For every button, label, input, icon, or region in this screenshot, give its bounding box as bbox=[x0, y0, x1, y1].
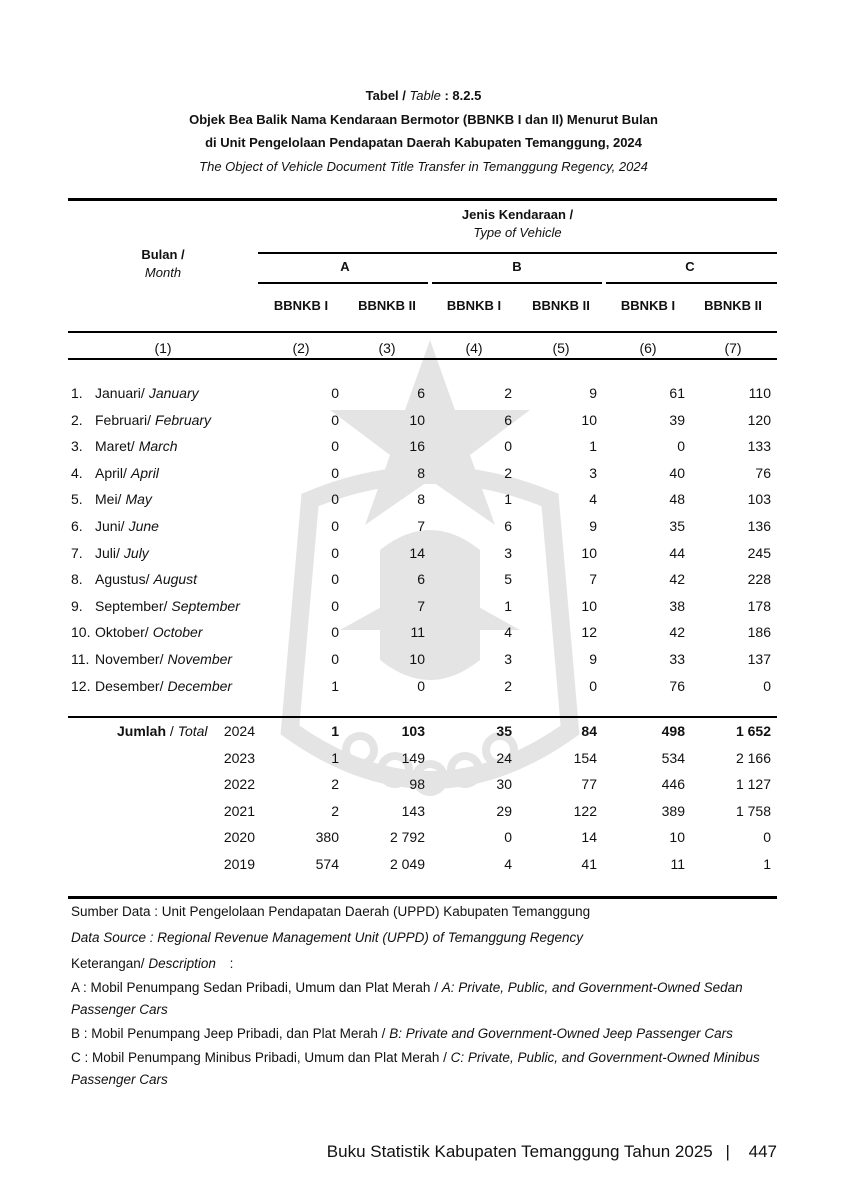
table-cell: 39 bbox=[669, 411, 685, 428]
month-name-en: August bbox=[153, 571, 198, 588]
month-name-en: November bbox=[167, 651, 233, 667]
table-cell: 0 bbox=[331, 411, 339, 428]
table-cell: 76 bbox=[669, 677, 685, 694]
group-heading-a: A bbox=[340, 259, 350, 274]
table-cell: 120 bbox=[747, 411, 771, 428]
table-cell: 42 bbox=[669, 624, 685, 641]
row-number: 11. bbox=[71, 651, 90, 667]
total-cell: 103 bbox=[401, 723, 425, 739]
table-cell: 7 bbox=[589, 571, 597, 588]
total-cell: 2 792 bbox=[389, 829, 425, 846]
table-cell: 3 bbox=[589, 464, 597, 481]
row-number: 9. bbox=[71, 597, 83, 614]
table-cell: 2 bbox=[504, 677, 512, 694]
table-cell: 0 bbox=[331, 624, 339, 641]
row-number: 2. bbox=[71, 411, 83, 428]
total-year: 2019 bbox=[223, 856, 255, 872]
source-note: Sumber Data : Unit Pengelolaan Pendapatan Daerah (UPPD) Kabupaten Temanggung Data Source : Regional Revenue Management Unit (UPPD) of Temanggung Regency Keterangan/ Description : A : Mobil Penumpang Sedan Pribadi, Umum dan Plat Merah / A: Private, Public, and Government-Owned Sedan Passenger Cars B : Mobil Penumpang Jeep Pribadi, dan Plat Merah / B: Private and Government-Owned Jeep Passenger Cars C : Mobil Penumpang Minibus Pribadi, Umum dan Plat Merah / C: Private, Public, and Government-Owned Minibus Passenger Cars bbox=[71, 901, 781, 1091]
month-label bbox=[95, 517, 159, 535]
month-name-id: April/ bbox=[95, 464, 127, 481]
total-year: 2020 bbox=[223, 829, 255, 846]
total-cell: 1 bbox=[331, 749, 339, 766]
total-cell: 1 127 bbox=[735, 776, 771, 793]
total-year: 2023 bbox=[223, 749, 255, 766]
total-cell: 84 bbox=[581, 723, 597, 739]
total-cell: 389 bbox=[661, 802, 685, 819]
description-id: C : Mobil Penumpang Minibus Pribadi, Umum dan Plat Merah / bbox=[71, 1050, 451, 1065]
total-cell: 1 758 bbox=[735, 802, 771, 819]
total-cell: 446 bbox=[661, 776, 685, 793]
month-name-id: November/ bbox=[95, 651, 164, 667]
table-title-line1: Objek Bea Balik Nama Kendaraan Bermotor (BBNKB I dan II) Menurut Bulan bbox=[189, 112, 658, 127]
total-cell: 574 bbox=[315, 856, 339, 872]
table-cell: 9 bbox=[589, 518, 597, 534]
table-cell: 0 bbox=[331, 651, 339, 667]
row-number: 10. bbox=[71, 624, 91, 641]
sub-heading: BBNKB II bbox=[704, 298, 762, 313]
row-number: 8. bbox=[71, 571, 83, 588]
totals-top-rule bbox=[68, 716, 777, 718]
description-item bbox=[71, 977, 781, 1021]
month-label bbox=[95, 623, 203, 641]
table-cell: 8 bbox=[417, 464, 425, 481]
column-number: (5) bbox=[552, 340, 570, 356]
total-cell: 498 bbox=[661, 723, 685, 739]
month-name-en: February bbox=[155, 411, 212, 428]
month-name-en: July bbox=[123, 544, 149, 561]
table-cell: 103 bbox=[747, 491, 771, 508]
vehicle-type-rule bbox=[258, 252, 777, 254]
month-name-id: Juli/ bbox=[95, 544, 120, 561]
row-number: 6. bbox=[71, 518, 83, 534]
column-number: (7) bbox=[724, 340, 742, 356]
row-number: 7. bbox=[71, 544, 83, 561]
table-cell: 0 bbox=[331, 597, 339, 614]
column-number: (4) bbox=[465, 340, 483, 356]
total-label bbox=[117, 722, 208, 740]
table-cell: 10 bbox=[409, 651, 425, 667]
total-cell: 11 bbox=[670, 856, 685, 872]
table-cell: 0 bbox=[763, 677, 771, 694]
table-cell: 40 bbox=[669, 464, 685, 481]
total-cell: 30 bbox=[496, 776, 512, 793]
month-name-en: September bbox=[171, 597, 240, 614]
total-cell: 2 bbox=[331, 776, 339, 793]
table-cell: 9 bbox=[589, 385, 597, 401]
table-top-rule bbox=[68, 198, 777, 201]
total-cell: 35 bbox=[496, 723, 512, 739]
group-b-rule bbox=[432, 282, 602, 284]
description-en: A: Private, Public, and Government-Owned Sedan Passenger Cars bbox=[71, 980, 743, 1017]
page-footer bbox=[327, 1142, 777, 1162]
month-label bbox=[95, 677, 232, 695]
table-cell: 35 bbox=[669, 518, 685, 534]
vehicle-type-heading: Jenis Kendaraan / Type of Vehicle bbox=[461, 207, 574, 240]
table-cell: 9 bbox=[589, 651, 597, 667]
table-cell: 1 bbox=[589, 438, 597, 455]
table-cell: 110 bbox=[748, 385, 771, 401]
sub-heading: BBNKB I bbox=[620, 298, 676, 313]
table-cell: 14 bbox=[409, 544, 425, 561]
month-name-id: Februari/ bbox=[95, 411, 152, 428]
table-cell: 38 bbox=[669, 597, 685, 614]
table-cell: 1 bbox=[504, 597, 512, 614]
row-number: 12. bbox=[71, 677, 91, 694]
month-name-id: Januari/ bbox=[95, 385, 145, 401]
sub-heading: BBNKB I bbox=[446, 298, 502, 313]
table-cell: 6 bbox=[417, 385, 425, 401]
month-name-en: January bbox=[148, 385, 199, 401]
table-cell: 61 bbox=[669, 385, 685, 401]
column-number: (1) bbox=[154, 340, 172, 356]
column-number: (6) bbox=[639, 340, 657, 356]
month-name-id: Oktober/ bbox=[95, 624, 149, 641]
total-cell: 2 049 bbox=[389, 856, 425, 872]
month-name-id: Maret/ bbox=[95, 438, 135, 455]
table-cell: 2 bbox=[504, 385, 512, 401]
table-cell: 5 bbox=[504, 571, 512, 588]
table-cell: 0 bbox=[331, 571, 339, 588]
table-cell: 0 bbox=[331, 491, 339, 508]
total-cell: 41 bbox=[581, 856, 597, 872]
month-name-en: June bbox=[128, 518, 159, 534]
table-cell: 10 bbox=[581, 411, 597, 428]
month-label bbox=[95, 544, 149, 562]
group-c-rule bbox=[606, 282, 777, 284]
table-cell: 137 bbox=[747, 651, 771, 667]
total-label-slash: / bbox=[166, 723, 178, 739]
table-cell: 3 bbox=[504, 651, 512, 667]
total-cell: 149 bbox=[401, 749, 425, 766]
month-name-id: Agustus/ bbox=[95, 571, 150, 588]
table-caption: Tabel / Table : 8.2.5 bbox=[365, 88, 482, 103]
row-number: 1. bbox=[71, 385, 83, 401]
total-year: 2024 bbox=[223, 723, 255, 739]
table-cell: 0 bbox=[331, 438, 339, 455]
table-cell: 48 bbox=[669, 491, 685, 508]
description-id: B : Mobil Penumpang Jeep Pribadi, dan Plat Merah / bbox=[71, 1026, 390, 1041]
table-cell: 1 bbox=[504, 491, 512, 508]
table-cell: 4 bbox=[589, 491, 597, 508]
table-cell: 0 bbox=[417, 677, 425, 694]
total-cell: 534 bbox=[661, 749, 685, 766]
month-name-en: May bbox=[125, 491, 152, 508]
description-id: A : Mobil Penumpang Sedan Pribadi, Umum dan Plat Merah / bbox=[71, 980, 442, 995]
month-label bbox=[95, 464, 159, 482]
total-year: 2022 bbox=[223, 776, 255, 793]
table-cell: 2 bbox=[504, 464, 512, 481]
table-cell: 228 bbox=[747, 571, 771, 588]
table-cell: 1 bbox=[331, 677, 339, 694]
table-cell: 16 bbox=[409, 438, 425, 455]
group-heading-b: B bbox=[512, 259, 522, 274]
month-label bbox=[95, 437, 178, 455]
month-name-en: March bbox=[138, 438, 178, 455]
table-title-english: The Object of Vehicle Document Title Transfer in Temanggung Regency, 2024 bbox=[199, 159, 648, 174]
regency-emblem-watermark bbox=[250, 330, 610, 850]
table-cell: 245 bbox=[747, 544, 771, 561]
total-cell: 24 bbox=[496, 749, 512, 766]
month-heading: Bulan / Month bbox=[141, 247, 185, 280]
sub-heading: BBNKB II bbox=[532, 298, 590, 313]
month-label bbox=[95, 570, 197, 588]
table-cell: 178 bbox=[747, 597, 771, 614]
column-number: (3) bbox=[378, 340, 396, 356]
page-number: 447 bbox=[748, 1142, 777, 1161]
table-cell: 0 bbox=[589, 677, 597, 694]
group-a-rule bbox=[258, 282, 428, 284]
table-cell: 0 bbox=[331, 518, 339, 534]
total-cell: 98 bbox=[409, 776, 425, 793]
description-en: B: Private and Government-Owned Jeep Passenger Cars bbox=[389, 1026, 733, 1041]
total-cell: 14 bbox=[581, 829, 597, 846]
row-number: 5. bbox=[71, 491, 83, 508]
table-cell: 10 bbox=[409, 411, 425, 428]
total-cell: 0 bbox=[763, 829, 771, 846]
month-name-id: September/ bbox=[95, 597, 168, 614]
row-number: 3. bbox=[71, 438, 83, 455]
book-title: Buku Statistik Kabupaten Temanggung Tahun 2025 bbox=[326, 1142, 713, 1161]
header-bottom-rule bbox=[68, 331, 777, 333]
table-cell: 12 bbox=[581, 624, 597, 641]
total-cell: 380 bbox=[315, 829, 339, 846]
table-cell: 7 bbox=[417, 597, 425, 614]
month-name-id: Mei/ bbox=[95, 491, 122, 508]
row-number: 4. bbox=[71, 464, 83, 481]
table-cell: 7 bbox=[417, 518, 425, 534]
description-item bbox=[71, 1047, 781, 1091]
month-name-en: October bbox=[152, 624, 203, 641]
total-cell: 143 bbox=[401, 802, 425, 819]
month-label bbox=[95, 411, 211, 429]
month-label bbox=[95, 650, 232, 668]
table-cell: 42 bbox=[669, 571, 685, 588]
table-cell: 3 bbox=[504, 544, 512, 561]
table-title-line2: di Unit Pengelolaan Pendapatan Daerah Kabupaten Temanggung, 2024 bbox=[205, 135, 642, 150]
total-cell: 77 bbox=[581, 776, 597, 793]
column-number: (2) bbox=[292, 340, 310, 356]
sub-heading: BBNKB II bbox=[358, 298, 416, 313]
table-cell: 136 bbox=[747, 518, 771, 534]
table-cell: 10 bbox=[581, 597, 597, 614]
table-cell: 33 bbox=[669, 651, 685, 667]
table-cell: 44 bbox=[669, 544, 685, 561]
table-cell: 0 bbox=[331, 544, 339, 561]
month-label bbox=[95, 384, 199, 402]
table-cell: 133 bbox=[747, 438, 771, 455]
table-cell: 8 bbox=[417, 491, 425, 508]
group-heading-c: C bbox=[685, 259, 695, 274]
total-cell: 2 166 bbox=[735, 749, 771, 766]
table-cell: 6 bbox=[417, 571, 425, 588]
total-label-en: Total bbox=[177, 723, 208, 739]
table-cell: 6 bbox=[504, 411, 512, 428]
total-cell: 29 bbox=[496, 802, 512, 819]
total-year: 2021 bbox=[223, 802, 255, 819]
table-cell: 76 bbox=[755, 464, 771, 481]
month-label bbox=[95, 597, 240, 615]
column-number-rule bbox=[68, 358, 777, 360]
total-cell: 2 bbox=[331, 802, 339, 819]
month-label bbox=[95, 490, 152, 508]
total-cell: 122 bbox=[573, 802, 597, 819]
total-cell: 1 652 bbox=[735, 723, 771, 739]
total-label-id: Jumlah bbox=[117, 723, 167, 739]
footer-separator: | bbox=[725, 1142, 730, 1161]
month-name-id: Juni/ bbox=[95, 518, 125, 534]
table-cell: 186 bbox=[747, 624, 771, 641]
total-cell: 154 bbox=[573, 749, 597, 766]
total-cell: 0 bbox=[504, 829, 512, 846]
table-cell: 0 bbox=[677, 438, 685, 455]
table-cell: 0 bbox=[331, 385, 339, 401]
total-cell: 1 bbox=[331, 723, 339, 739]
month-name-en: December bbox=[167, 677, 233, 694]
table-cell: 11 bbox=[410, 624, 425, 641]
table-bottom-rule bbox=[68, 896, 777, 899]
table-cell: 0 bbox=[331, 464, 339, 481]
table-cell: 10 bbox=[581, 544, 597, 561]
description-en: C: Private, Public, and Government-Owned Minibus Passenger Cars bbox=[71, 1050, 760, 1087]
table-cell: 4 bbox=[504, 624, 512, 641]
description-item bbox=[71, 1023, 781, 1045]
table-cell: 6 bbox=[504, 518, 512, 534]
total-cell: 4 bbox=[504, 856, 512, 872]
month-name-en: April bbox=[130, 464, 159, 481]
table-cell: 0 bbox=[504, 438, 512, 455]
total-cell: 1 bbox=[763, 856, 771, 872]
total-cell: 10 bbox=[669, 829, 685, 846]
sub-heading: BBNKB I bbox=[273, 298, 329, 313]
month-name-id: Desember/ bbox=[95, 677, 164, 694]
